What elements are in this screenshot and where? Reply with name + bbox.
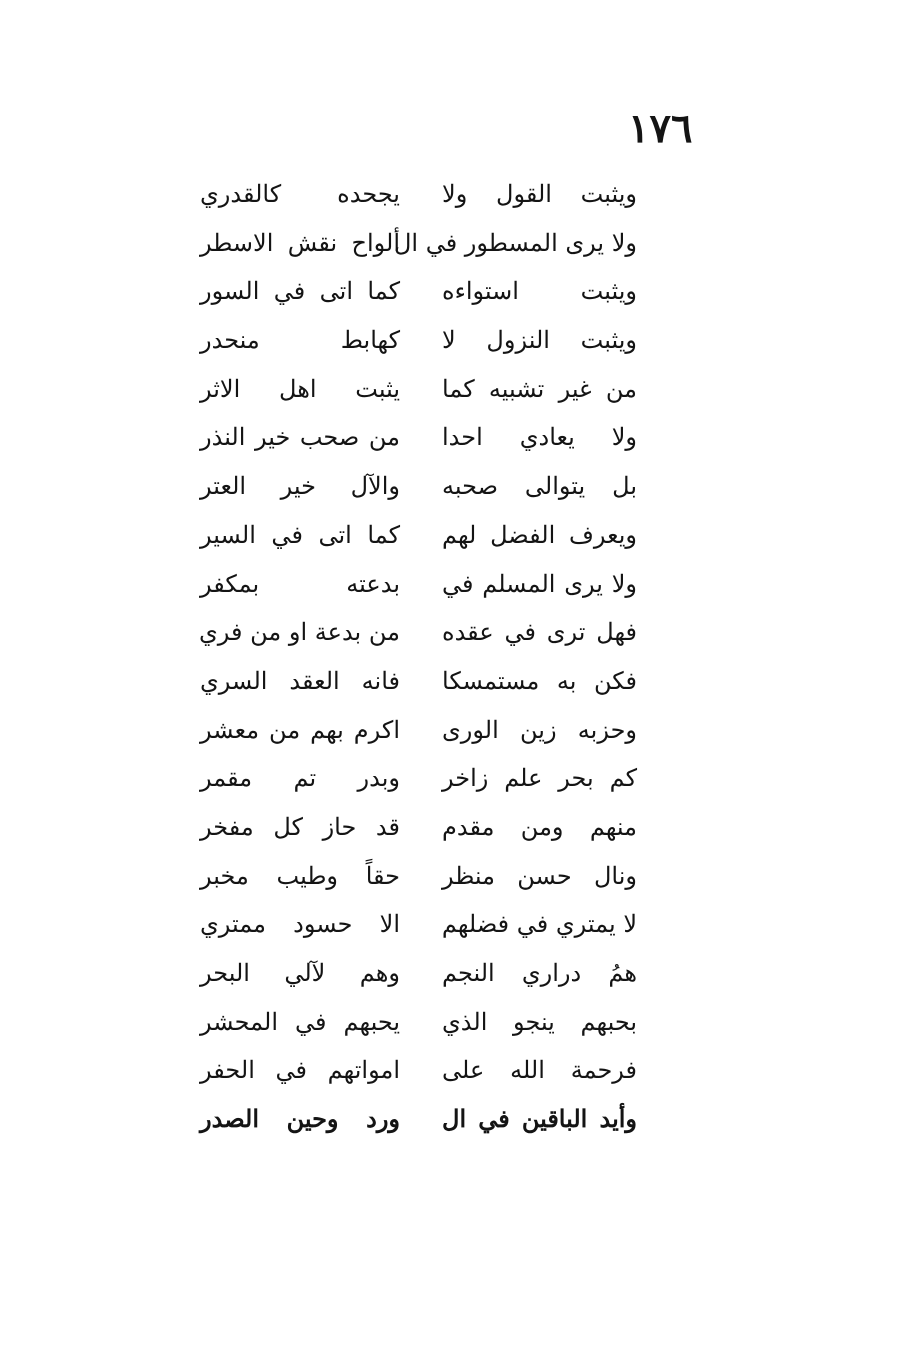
verse-first-hemistich: وحزبه زين الورى [442,715,637,744]
verse [185,805,655,854]
verse [185,318,655,367]
verse [185,854,655,903]
verse [185,464,655,513]
verse-first-hemistich: ويثبت النزول لا [442,326,637,355]
verse-first-hemistich: لا يمتري في فضلهم [441,910,637,939]
verse [185,562,655,611]
verse-first-hemistich: بل يتوالى صحبه [442,472,637,501]
verse-first-hemistich: ويثبت القول ولا [442,180,637,208]
verse [185,951,655,1000]
verse [185,902,655,951]
verse-first-hemistich: من غير تشبيه كما [442,374,637,403]
verse-second-hemistich: حقاً وطيب مخبر [200,861,400,890]
verse-second-hemistich: بدعته بمكفر [200,569,400,598]
verse-first-hemistich: ويعرف الفضل لهم [442,520,637,549]
verse [185,367,655,416]
verse-first-hemistich: فهل ترى في عقده [442,618,637,647]
verse [185,269,655,318]
verse-first-hemistich: فرحمة الله على [442,1056,637,1085]
verse-first-hemistich: وأيد الباقين في ال [442,1104,637,1134]
page-number: ١٧٦ [628,105,693,152]
verse-second-hemistich: كهابط منحدر [200,326,400,355]
verse [185,610,655,659]
verse-second-hemistich: ورد وحين الصدر [200,1104,400,1134]
verse-second-hemistich: من صحب خير النذر [200,423,400,452]
verse-second-hemistich: امواتهم في الحفر [200,1056,400,1085]
verse-second-hemistich: اكرم بهم من معشر [200,715,400,744]
verse-second-hemistich: والآل خير العتر [200,472,400,501]
verse-second-hemistich: الا حسود ممتري [200,910,400,939]
verse [185,172,655,221]
verse-first-hemistich: ويثبت استواءه [442,277,637,306]
verse [185,1097,655,1146]
poem [185,172,655,1146]
verse-second-hemistich: من بدعة او من فري [199,618,400,647]
verse-first-hemistich: ولا يرى المسلم في [442,569,637,598]
verse [185,221,655,270]
verse-first-hemistich: فكن به مستمسكا [442,666,637,695]
verse-second-hemistich: يحبهم في المحشر [200,1007,400,1036]
verse-first-hemistich: ولا يعادي احدا [442,423,637,452]
verse-second-hemistich: وبدر تم مقمر [200,764,400,793]
verse [185,756,655,805]
verse-first-hemistich: كم بحر علم زاخر [442,764,637,793]
verse-first-hemistich: ونال حسن منظر [442,861,637,890]
verse [185,1000,655,1049]
verse [185,1048,655,1097]
verse-second-hemistich: يجحده كالقدري [200,180,400,208]
verse-second-hemistich: كما اتى في السير [200,520,400,549]
verse-second-hemistich: فانه العقد السري [200,666,400,695]
verse-first-hemistich: بحبهم ينجو الذي [442,1007,637,1036]
verse-second-hemistich: قد حاز كل مفخر [200,812,400,841]
verse-first-hemistich: منهم ومن مقدم [442,812,637,841]
verse-first-hemistich: همُ دراري النجم [442,959,637,987]
verse [185,659,655,708]
verse [185,513,655,562]
verse-second-hemistich: وهم لآلي البحر [200,959,400,987]
verse-second-hemistich: ألواح نقش الاسطر [200,228,400,257]
verse-second-hemistich: كما اتى في السور [200,277,400,306]
verse [185,708,655,757]
verse [185,415,655,464]
verse-first-hemistich: ولا يرى المسطور في ال [393,228,637,257]
verse-second-hemistich: يثبت اهل الاثر [200,374,400,403]
